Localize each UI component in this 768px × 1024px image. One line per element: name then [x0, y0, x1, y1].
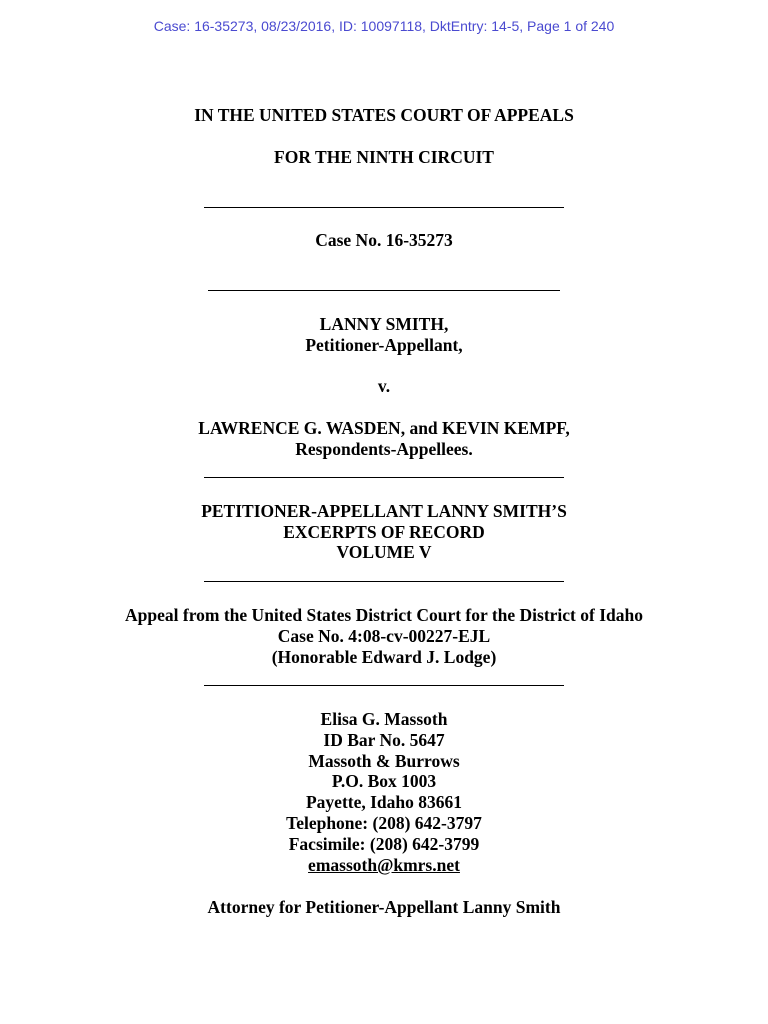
attorney-telephone: Telephone: (208) 642-3797 — [286, 813, 482, 833]
separator-rule-1 — [204, 207, 564, 208]
attorney-facsimile: Facsimile: (208) 642-3799 — [288, 834, 480, 854]
document-title-line-1: PETITIONER-APPELLANT LANNY SMITH’S — [201, 501, 567, 521]
respondents-names: LAWRENCE G. WASDEN, and KEVIN KEMPF, — [198, 418, 570, 438]
document-title-line-3: VOLUME V — [336, 542, 432, 562]
attorney-firm: Massoth & Burrows — [308, 751, 460, 771]
court-heading-line-2: FOR THE NINTH CIRCUIT — [274, 147, 494, 167]
separator-rule-5 — [204, 685, 564, 686]
versus: v. — [377, 376, 391, 396]
appeal-line-3: (Honorable Edward J. Lodge) — [271, 647, 497, 667]
attorney-name: Elisa G. Massoth — [320, 709, 448, 729]
appeal-line-2: Case No. 4:08-cv-00227-EJL — [277, 626, 491, 646]
court-heading-line-1: IN THE UNITED STATES COURT OF APPEALS — [194, 105, 574, 125]
docket-stamp: Case: 16-35273, 08/23/2016, ID: 10097118, DktEntry: 14-5, Page 1 of 240 — [153, 18, 615, 34]
separator-rule-2 — [208, 290, 560, 291]
attorney-city: Payette, Idaho 83661 — [305, 792, 463, 812]
attorney-email-link[interactable]: emassoth@kmrs.net — [308, 855, 460, 875]
separator-rule-4 — [204, 581, 564, 582]
case-number: Case No. 16-35273 — [315, 230, 453, 250]
attorney-email-line — [0, 855, 768, 876]
attorney-representation: Attorney for Petitioner-Appellant Lanny Smith — [207, 897, 561, 917]
separator-rule-3 — [204, 477, 564, 478]
appeal-line-1: Appeal from the United States District Court for the District of Idaho — [125, 605, 643, 625]
attorney-bar-number: ID Bar No. 5647 — [323, 730, 445, 750]
petitioner-name: LANNY SMITH, — [319, 314, 449, 334]
respondents-role: Respondents-Appellees. — [295, 439, 473, 459]
petitioner-role: Petitioner-Appellant, — [305, 335, 463, 355]
document-title-line-2: EXCERPTS OF RECORD — [283, 522, 485, 542]
attorney-po-box: P.O. Box 1003 — [331, 771, 437, 791]
